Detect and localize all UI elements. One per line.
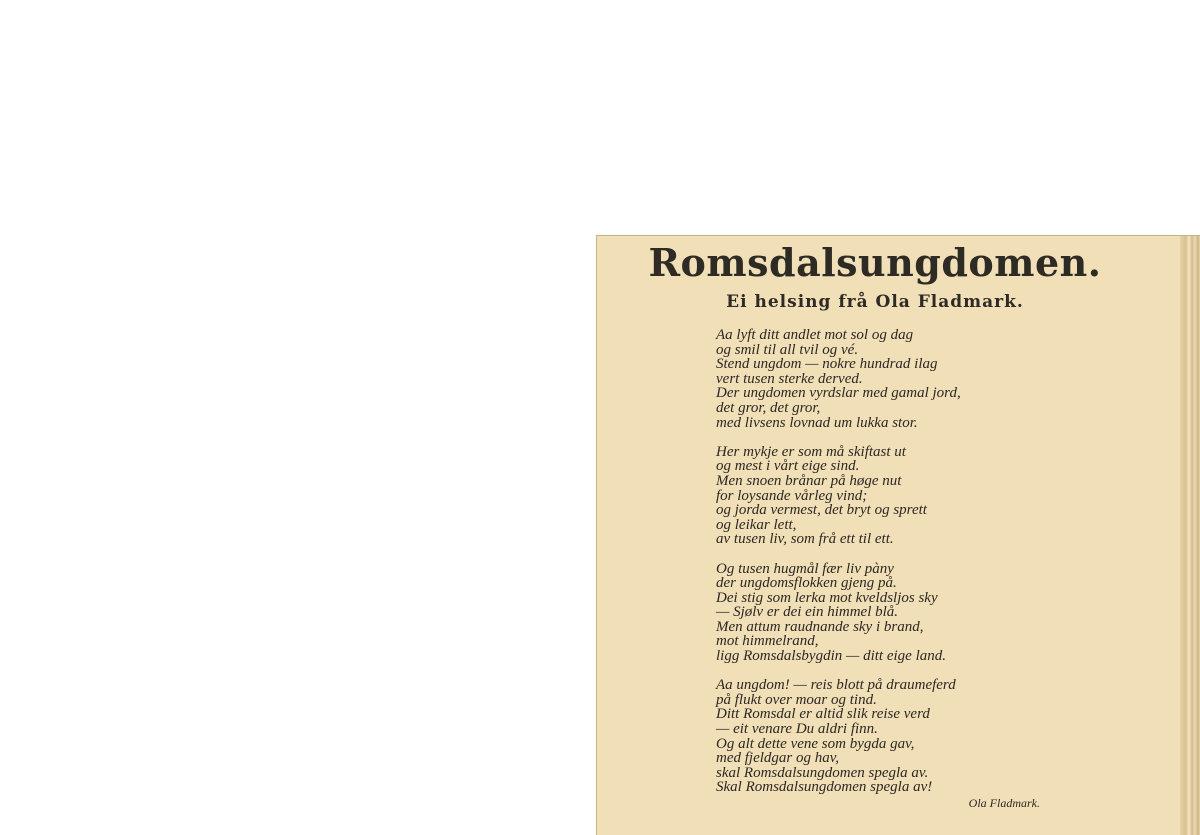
poem-line: mot himmelrand, — [716, 633, 819, 650]
stanza-3 — [716, 562, 1116, 664]
poem-line: Her mykje er som må skiftast ut — [716, 443, 906, 460]
poem-line: og jorda vermest, det bryt og sprett — [716, 502, 927, 519]
poem-line: og leikar lett, — [716, 516, 797, 533]
poem-line: Ditt Romsdal er altid slik reise verd — [716, 706, 930, 723]
poem-line: det gror, det gror, — [716, 399, 821, 416]
poem-line: på flukt over moar og tind. — [716, 691, 877, 708]
poem-line: Dei stig som lerka mot kveldsljos sky — [716, 589, 938, 606]
poem-line: der ungdomsflokken gjeng på. — [716, 575, 897, 592]
poem-line: Og tusen hugmål fær liv pàny — [716, 560, 894, 577]
poem-line: Men attum raudnande sky i brand, — [716, 618, 924, 635]
poem-line: og mest i vårt eige sind. — [716, 458, 860, 475]
poem-line: Der ungdomen vyrdslar med gamal jord, — [716, 385, 961, 402]
poem-line: — eit venare Du aldri finn. — [716, 721, 878, 738]
poem-line: vert tusen sterke derved. — [716, 370, 863, 387]
poem-line: Og alt dette vene som bygda gav, — [716, 735, 915, 752]
poem-line: av tusen liv, som frå ett til ett. — [716, 531, 894, 548]
poem-line: og smil til all tvil og vé. — [716, 341, 859, 358]
poem-line: — Sjølv er dei ein himmel blå. — [716, 604, 899, 621]
page-edge — [1180, 236, 1200, 835]
poem-title: Romsdalsungdomen. — [648, 240, 1102, 285]
stanza-4 — [716, 678, 1116, 795]
poem-subtitle: Ei helsing frå Ola Fladmark. — [726, 292, 1024, 312]
poem-body — [716, 328, 1116, 810]
poem-line: Stend ungdom — nokre hundrad ilag — [716, 356, 938, 373]
poem-line: Aa ungdom! — reis blott på draumeferd — [716, 677, 956, 694]
poem-line: Men snoen brånar på høge nut — [716, 472, 902, 489]
poem-signature: Ola Fladmark. — [968, 796, 1040, 810]
poem-line: for loysande vårleg vind; — [716, 487, 868, 504]
poem-line: Skal Romsdalsungdomen spegla av! — [716, 779, 933, 796]
stanza-1 — [716, 328, 1116, 430]
poem-line: Aa lyft ditt andlet mot sol og dag — [716, 327, 914, 343]
stanza-2 — [716, 445, 1116, 547]
poem-line: skal Romsdalsungdomen spegla av. — [716, 764, 929, 781]
poem-line: med fjeldgar og hav, — [716, 750, 840, 767]
poem-line: ligg Romsdalsbygdin — ditt eige land. — [716, 648, 946, 665]
poem-line: med livsens lovnad um lukka stor. — [716, 414, 918, 431]
